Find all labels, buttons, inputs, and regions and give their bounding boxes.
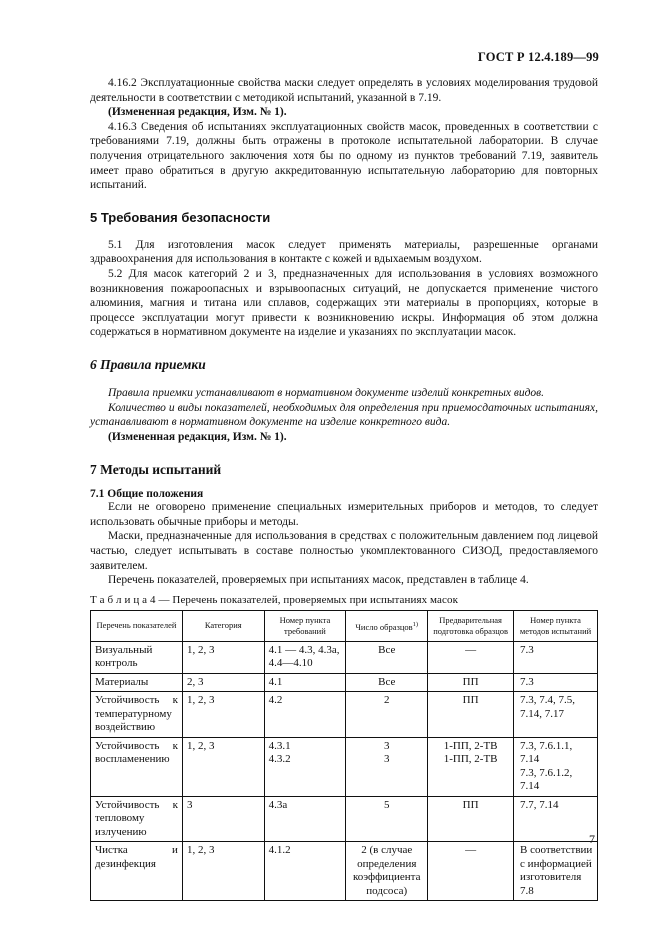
table-cell: 7.3: [514, 673, 598, 692]
table-caption-text: — Перечень показателей, проверяемых при испытаниях масок: [155, 593, 459, 606]
table-row: [91, 641, 598, 673]
table-cell: 4.2: [264, 692, 346, 738]
paragraph-7-1-b: Маски, предназначенные для использования в средствах с положительным давлением под лицевой частью, следует испытывать в составе полностью укомплектованного СИЗОД, предоставляемого заявителем.: [90, 530, 598, 572]
table-cell: 7.3, 7.6.1.1, 7.14 7.3, 7.6.1.2, 7.14: [514, 737, 598, 796]
table-caption: [90, 594, 598, 606]
table-cell: Все: [346, 641, 428, 673]
column-header: Номер пункта требований: [264, 610, 346, 641]
table-header-row: [91, 610, 598, 641]
table-cell: 1, 2, 3: [182, 842, 264, 901]
table-cell: Устойчивость к воспламенению: [91, 737, 183, 796]
page-number: 7: [589, 832, 595, 846]
paragraph-7-1-a: Если не оговорено применение специальных измерительных приборов и методов, то следует использовать обычные приборы и методы.: [90, 501, 598, 528]
paragraph-4-16-2: 4.16.2 Эксплуатационные свойства маски следует определять в условиях моделирования трудовой деятельности в соответствии с методикой испытаний, указанной в 7.19.: [90, 77, 598, 104]
paragraph-5-1: 5.1 Для изготовления масок следует применять материалы, разрешенные органами здравоохранения для использования в контакте с кожей и вдыхаемым воздухом.: [90, 238, 598, 266]
column-header-text: Число образцов: [355, 621, 413, 632]
amendment-note: (Измененная редакция, Изм. № 1).: [108, 106, 287, 119]
paragraph-6-2: Количество и виды показателей, необходимых для определения при приемосдаточных испытаниях, устанавливают в нормативном документе на изделие конкретного вида.: [90, 401, 598, 429]
table-cell: 5: [346, 796, 428, 842]
table-cell: 1-ПП, 2-ТВ 1-ПП, 2-ТВ: [428, 737, 514, 796]
amendment-note-6: (Измененная редакция, Изм. № 1).: [108, 430, 287, 443]
table-cell: ПП: [428, 692, 514, 738]
table-cell: Устойчивость к тепловому излучению: [91, 796, 183, 842]
section-7-title: 7 Методы испытаний: [90, 462, 222, 478]
footnote-marker: 1): [412, 620, 419, 628]
table-cell: 4.1 — 4.3, 4.3а, 4.4—4.10: [264, 641, 346, 673]
table-cell: 1, 2, 3: [182, 641, 264, 673]
table-cell: —: [428, 641, 514, 673]
table-cell: 2, 3: [182, 673, 264, 692]
table-row: [91, 673, 598, 692]
column-header: Категория: [182, 610, 264, 641]
table-cell: Материалы: [91, 673, 183, 692]
table-cell: 1, 2, 3: [182, 692, 264, 738]
table-cell: —: [428, 842, 514, 901]
table-cell: 2 (в случае определения коэффициента подсоса): [346, 842, 428, 901]
paragraph-7-1-c: Перечень показателей, проверяемых при испытаниях масок, представлен в таблице 4.: [108, 574, 529, 587]
paragraph-4-16-3: 4.16.3 Сведения об испытаниях эксплуатационных свойств масок, проведенных в соответствии с требованиями 7.19, должны быть отражены в протоколе испытательной лаборатории. В случае получения отрицательного заключения хотя бы по одному из пунктов требований 7.19, заявитель имеет право обратиться в другую аккредитованную испытательную лабораторию для повторных испытаний.: [90, 120, 598, 192]
table-cell: 3: [182, 796, 264, 842]
table-cell: 2: [346, 692, 428, 738]
table-cell: Все: [346, 673, 428, 692]
paragraph-5-2: 5.2 Для масок категорий 2 и 3, предназначенных для использования в условиях возможного возникновения пожароопасных и взрывоопасных ситуаций, не допускается применение чистого алюминия, магния и титана или сплавов, содержащих эти материалы в пропорциях, которые в процессе эксплуатации могут привести к возникновению искры. Информация об этом должна содержаться в нормативном документе на изделие и указаниях по эксплуатации масок.: [90, 267, 598, 339]
table-cell: ПП: [428, 673, 514, 692]
table-cell: 4.1.2: [264, 842, 346, 901]
table-row: [91, 737, 598, 796]
column-header: [346, 610, 428, 641]
table-cell: 3 3: [346, 737, 428, 796]
column-header: Предварительная подготовка образцов: [428, 610, 514, 641]
table-row: [91, 842, 598, 901]
table-cell: ПП: [428, 796, 514, 842]
table-cell: 4.1: [264, 673, 346, 692]
table-cell: 7.3: [514, 641, 598, 673]
table-cell: Чистка и дезинфекция: [91, 842, 183, 901]
table-row: [91, 692, 598, 738]
column-header: Перечень показателей: [91, 610, 183, 641]
table-cell: В соответствии с информацией изготовителя 7.8: [514, 842, 598, 901]
table-cell: 7.7, 7.14: [514, 796, 598, 842]
table-cell: 4.3а: [264, 796, 346, 842]
page-content: [90, 76, 598, 901]
section-6-title: 6 Правила приемки: [90, 356, 206, 372]
table-cell: 7.3, 7.4, 7.5, 7.14, 7.17: [514, 692, 598, 738]
subsection-7-1-title: 7.1 Общие положения: [90, 488, 204, 501]
section-5-title: 5 Требования безопасности: [90, 209, 271, 225]
paragraph-6-1: Правила приемки устанавливают в нормативном документе изделий конкретных видов.: [108, 386, 545, 399]
table-cell: Устойчивость к температурному воздействию: [91, 692, 183, 738]
indicators-table: [90, 610, 598, 902]
table-caption-label: Т а б л и ц а 4: [90, 593, 156, 606]
table-row: [91, 796, 598, 842]
page-header: ГОСТ Р 12.4.189—99: [477, 50, 599, 64]
table-cell: 1, 2, 3: [182, 737, 264, 796]
column-header: Номер пункта методов испытаний: [514, 610, 598, 641]
table-cell: Визуальный контроль: [91, 641, 183, 673]
table-cell: 4.3.1 4.3.2: [264, 737, 346, 796]
